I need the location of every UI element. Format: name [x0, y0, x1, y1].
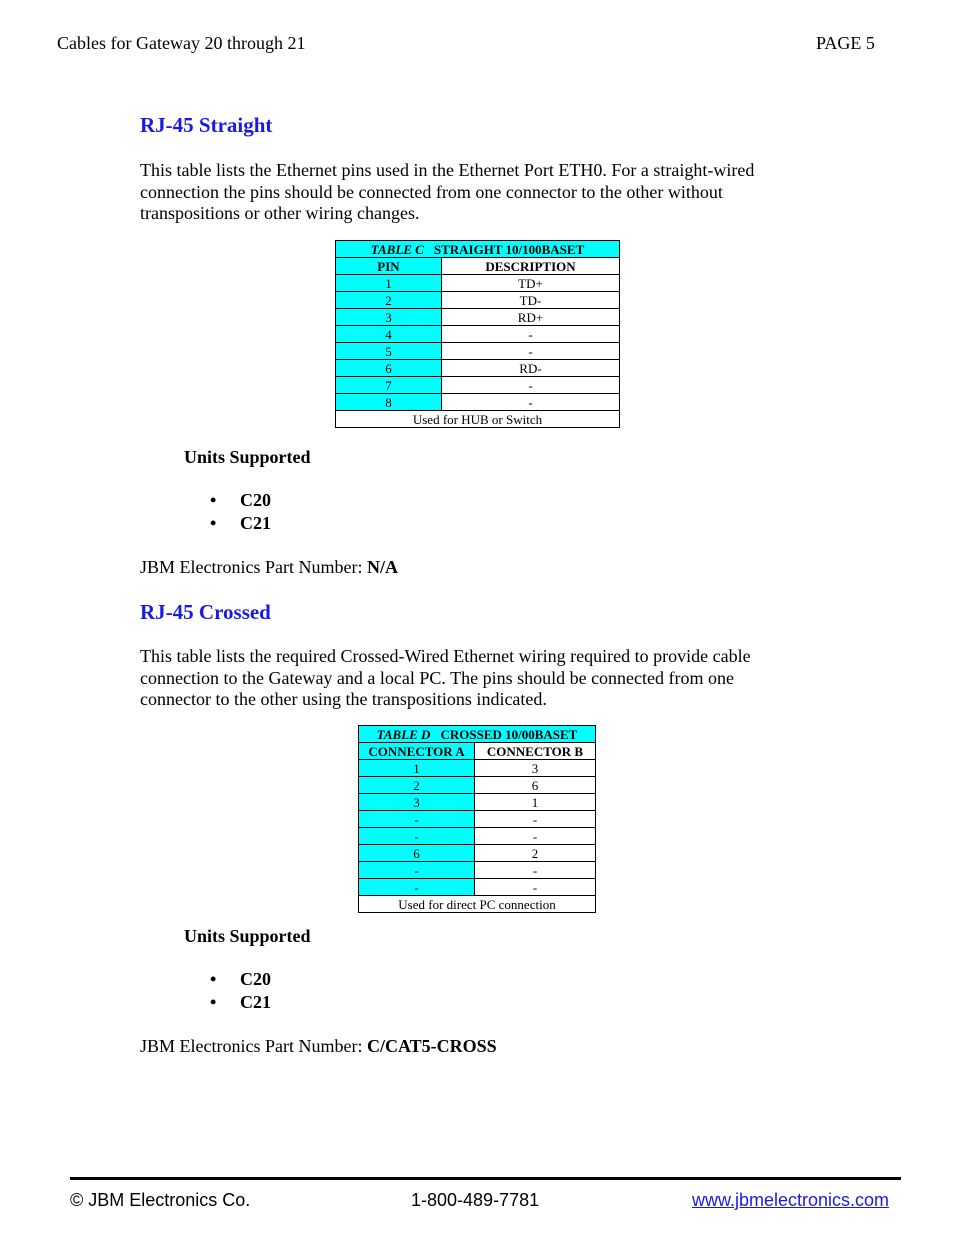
part-number-label: JBM Electronics Part Number: [140, 557, 367, 577]
table-row [359, 862, 596, 879]
table-cell: 4 [336, 326, 442, 343]
list-item [210, 512, 271, 535]
table-row [359, 828, 596, 845]
list-item [210, 968, 271, 991]
page-header-title: Cables for Gateway 20 through 21 [57, 33, 306, 53]
table-row [336, 275, 620, 292]
table-cell: RD- [442, 360, 620, 377]
table-row [336, 377, 620, 394]
list-item [210, 991, 271, 1014]
table-cell: - [442, 394, 620, 411]
table-title: STRAIGHT 10/100BASET [433, 241, 585, 257]
list-item [210, 489, 271, 512]
table-cell: 2 [336, 292, 442, 309]
table-row [336, 309, 620, 326]
table-cell: - [475, 879, 596, 896]
table-caption [359, 726, 596, 743]
bullet-icon: • [210, 992, 217, 1012]
column-header-connector-b: CONNECTOR B [475, 743, 596, 760]
table-cell: 6 [475, 777, 596, 794]
table-cell: - [475, 862, 596, 879]
table-crossed [358, 725, 596, 913]
table-cell: 2 [475, 845, 596, 862]
table-row [359, 760, 596, 777]
table-footer-note: Used for HUB or Switch [336, 411, 620, 428]
units-list [210, 489, 271, 535]
table-row [336, 292, 620, 309]
table-cell: - [475, 828, 596, 845]
table-cell: - [442, 343, 620, 360]
table-cell: 6 [359, 845, 475, 862]
units-supported-heading: Units Supported [184, 926, 311, 946]
table-row [359, 845, 596, 862]
part-number-line [140, 557, 398, 578]
part-number-line [140, 1036, 497, 1057]
unit-label: C21 [240, 992, 271, 1012]
table-cell: 3 [336, 309, 442, 326]
column-header-pin: PIN [336, 258, 442, 275]
table-straight [335, 240, 620, 428]
table-cell: - [442, 377, 620, 394]
units-supported-heading: Units Supported [184, 447, 311, 467]
units-list [210, 968, 271, 1014]
table-cell: - [359, 828, 475, 845]
table-footer-note: Used for direct PC connection [359, 896, 596, 913]
table-cell: 3 [359, 794, 475, 811]
column-header-description: DESCRIPTION [442, 258, 620, 275]
table-row [336, 326, 620, 343]
bullet-icon: • [210, 490, 217, 510]
table-cell: - [359, 811, 475, 828]
table-cell: 7 [336, 377, 442, 394]
table-row [359, 794, 596, 811]
footer-website-link[interactable]: www.jbmelectronics.com [692, 1190, 890, 1210]
column-header-connector-a: CONNECTOR A [359, 743, 475, 760]
table-row [359, 879, 596, 896]
table-cell: 2 [359, 777, 475, 794]
page-number: PAGE 5 [816, 33, 875, 53]
table-label: TABLE C [370, 241, 424, 257]
table-cell: - [442, 326, 620, 343]
table-cell: - [359, 862, 475, 879]
table-caption [336, 241, 620, 258]
table-cell: - [475, 811, 596, 828]
table-cell: 8 [336, 394, 442, 411]
table-cell: TD+ [442, 275, 620, 292]
footer-phone: 1-800-489-7781 [411, 1190, 540, 1210]
table-cell: 3 [475, 760, 596, 777]
section-heading-rj45-straight: RJ-45 Straight [140, 113, 273, 137]
part-number-value: C/CAT5-CROSS [366, 1036, 497, 1056]
table-label: TABLE D [376, 726, 431, 742]
table-cell: 1 [336, 275, 442, 292]
unit-label: C20 [240, 969, 271, 989]
unit-label: C21 [240, 513, 271, 533]
part-number-value: N/A [366, 557, 398, 577]
table-cell: - [359, 879, 475, 896]
footer-copyright: © JBM Electronics Co. [70, 1190, 251, 1210]
part-number-label: JBM Electronics Part Number: [140, 1036, 367, 1056]
table-row [336, 394, 620, 411]
section-paragraph-straight: This table lists the Ethernet pins used in the Ethernet Port ETH0. For a straight-wired connection the pins should be connected from one connector to the other without transpositions or other wiring changes. [140, 160, 755, 223]
section-heading-rj45-crossed: RJ-45 Crossed [140, 600, 271, 624]
table-cell: RD+ [442, 309, 620, 326]
bullet-icon: • [210, 513, 217, 533]
footer-divider [70, 1177, 901, 1180]
table-cell: 1 [359, 760, 475, 777]
table-row [359, 811, 596, 828]
table-cell: TD- [442, 292, 620, 309]
table-cell: 5 [336, 343, 442, 360]
table-row [359, 777, 596, 794]
table-title: CROSSED 10/00BASET [440, 726, 578, 742]
unit-label: C20 [240, 490, 271, 510]
section-paragraph-crossed: This table lists the required Crossed-Wired Ethernet wiring required to provide cable connection to the Gateway and a local PC. The pins should be connected from one connector to the other using the transpositions indicated. [140, 646, 751, 709]
bullet-icon: • [210, 969, 217, 989]
table-cell: 6 [336, 360, 442, 377]
table-cell: 1 [475, 794, 596, 811]
table-row [336, 343, 620, 360]
table-row [336, 360, 620, 377]
